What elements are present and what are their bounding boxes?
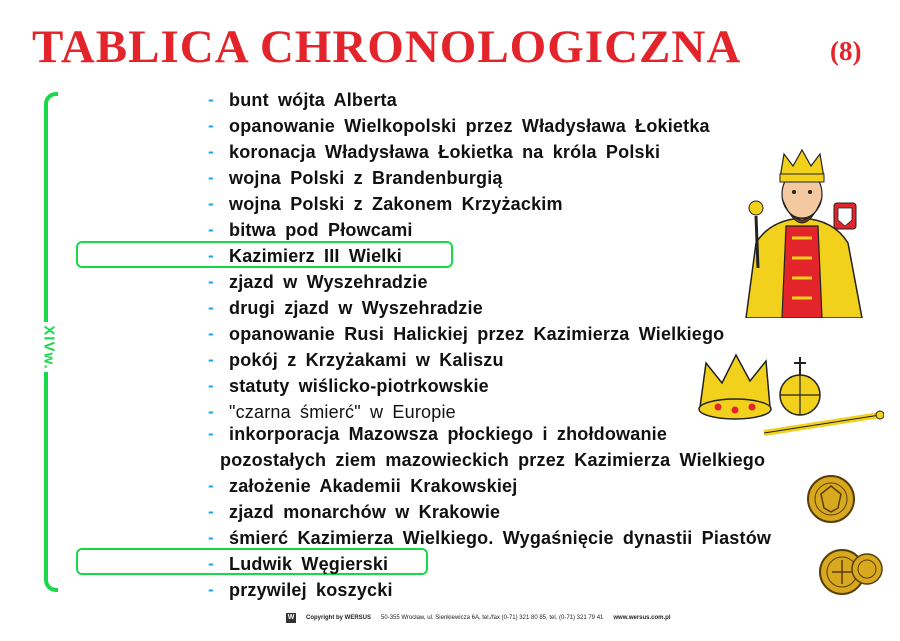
event-dash: -: [208, 272, 214, 291]
event-dash: -: [208, 424, 214, 443]
event-dash: -: [208, 90, 214, 109]
event-text: założenie Akademii Krakowskiej: [229, 476, 518, 496]
event-dash: -: [208, 402, 214, 421]
event-dash: -: [208, 554, 214, 573]
event-text: śmierć Kazimierza Wielkiego. Wygaśnięcie dynastii Piastów: [229, 528, 772, 548]
century-label: XIVw.: [40, 324, 58, 370]
board-number: (8): [830, 36, 862, 66]
event-dash: -: [208, 528, 214, 547]
footer: [286, 613, 671, 623]
footer-website[interactable]: www.wersus.com.pl: [613, 615, 671, 621]
event-text: Kazimierz III Wielki: [229, 246, 402, 266]
event-text: Ludwik Węgierski: [229, 554, 389, 574]
event-text: zjazd monarchów w Krakowie: [229, 502, 501, 522]
coin-icon: [806, 474, 856, 524]
century-label-box: [34, 322, 64, 372]
event-dash: -: [208, 376, 214, 395]
event-dash: -: [208, 298, 214, 317]
page-title: TABLICA CHRONOLOGICZNA: [32, 21, 742, 73]
event-text: drugi zjazd w Wyszehradzie: [229, 298, 483, 318]
event-dash: -: [208, 116, 214, 135]
event-dash: -: [208, 476, 214, 495]
event-dash: -: [208, 194, 214, 213]
event-dash: -: [208, 350, 214, 369]
footer-address: 50-355 Wrocław, ul. Sienkiewicza 6A, tel./fax (0-71) 321 80 85, tel. (0-71) 321 79 41: [381, 615, 604, 621]
event-text: przywilej koszycki: [229, 580, 393, 600]
event-text: wojna Polski z Brandenburgią: [229, 168, 503, 188]
king-illustration-icon: [736, 148, 868, 318]
event-text: zjazd w Wyszehradzie: [229, 272, 428, 292]
coin-icon: [850, 552, 884, 586]
event-dash: -: [208, 220, 214, 239]
event-dash: -: [208, 246, 214, 265]
event-text: opanowanie Wielkopolski przez Władysława Łokietka: [229, 116, 710, 136]
event-text: opanowanie Rusi Halickiej przez Kazimierza Wielkiego: [229, 324, 725, 344]
event-dash: -: [208, 502, 214, 521]
event-text: koronacja Władysława Łokietka na króla Polski: [229, 142, 661, 162]
event-text: wojna Polski z Zakonem Krzyżackim: [229, 194, 563, 214]
event-dash: -: [208, 168, 214, 187]
crown-orb-sceptre-icon: [694, 345, 884, 440]
event-dash: -: [208, 580, 214, 599]
event-text: pokój z Krzyżakami w Kaliszu: [229, 350, 504, 370]
event-dash: -: [208, 142, 214, 161]
event-dash: -: [208, 324, 214, 343]
event-text: bitwa pod Płowcami: [229, 220, 413, 240]
event-text: "czarna śmierć" w Europie: [229, 402, 456, 422]
footer-copyright: Copyright by WERSUS: [306, 615, 372, 621]
event-text: bunt wójta Alberta: [229, 90, 397, 110]
event-text: statuty wiślicko-piotrkowskie: [229, 376, 489, 396]
event-text: pozostałych ziem mazowieckich przez Kazimierza Wielkiego: [220, 450, 766, 470]
publisher-logo-icon: W: [287, 614, 295, 621]
event-text: inkorporacja Mazowsza płockiego i zhołdowanie: [229, 424, 668, 444]
